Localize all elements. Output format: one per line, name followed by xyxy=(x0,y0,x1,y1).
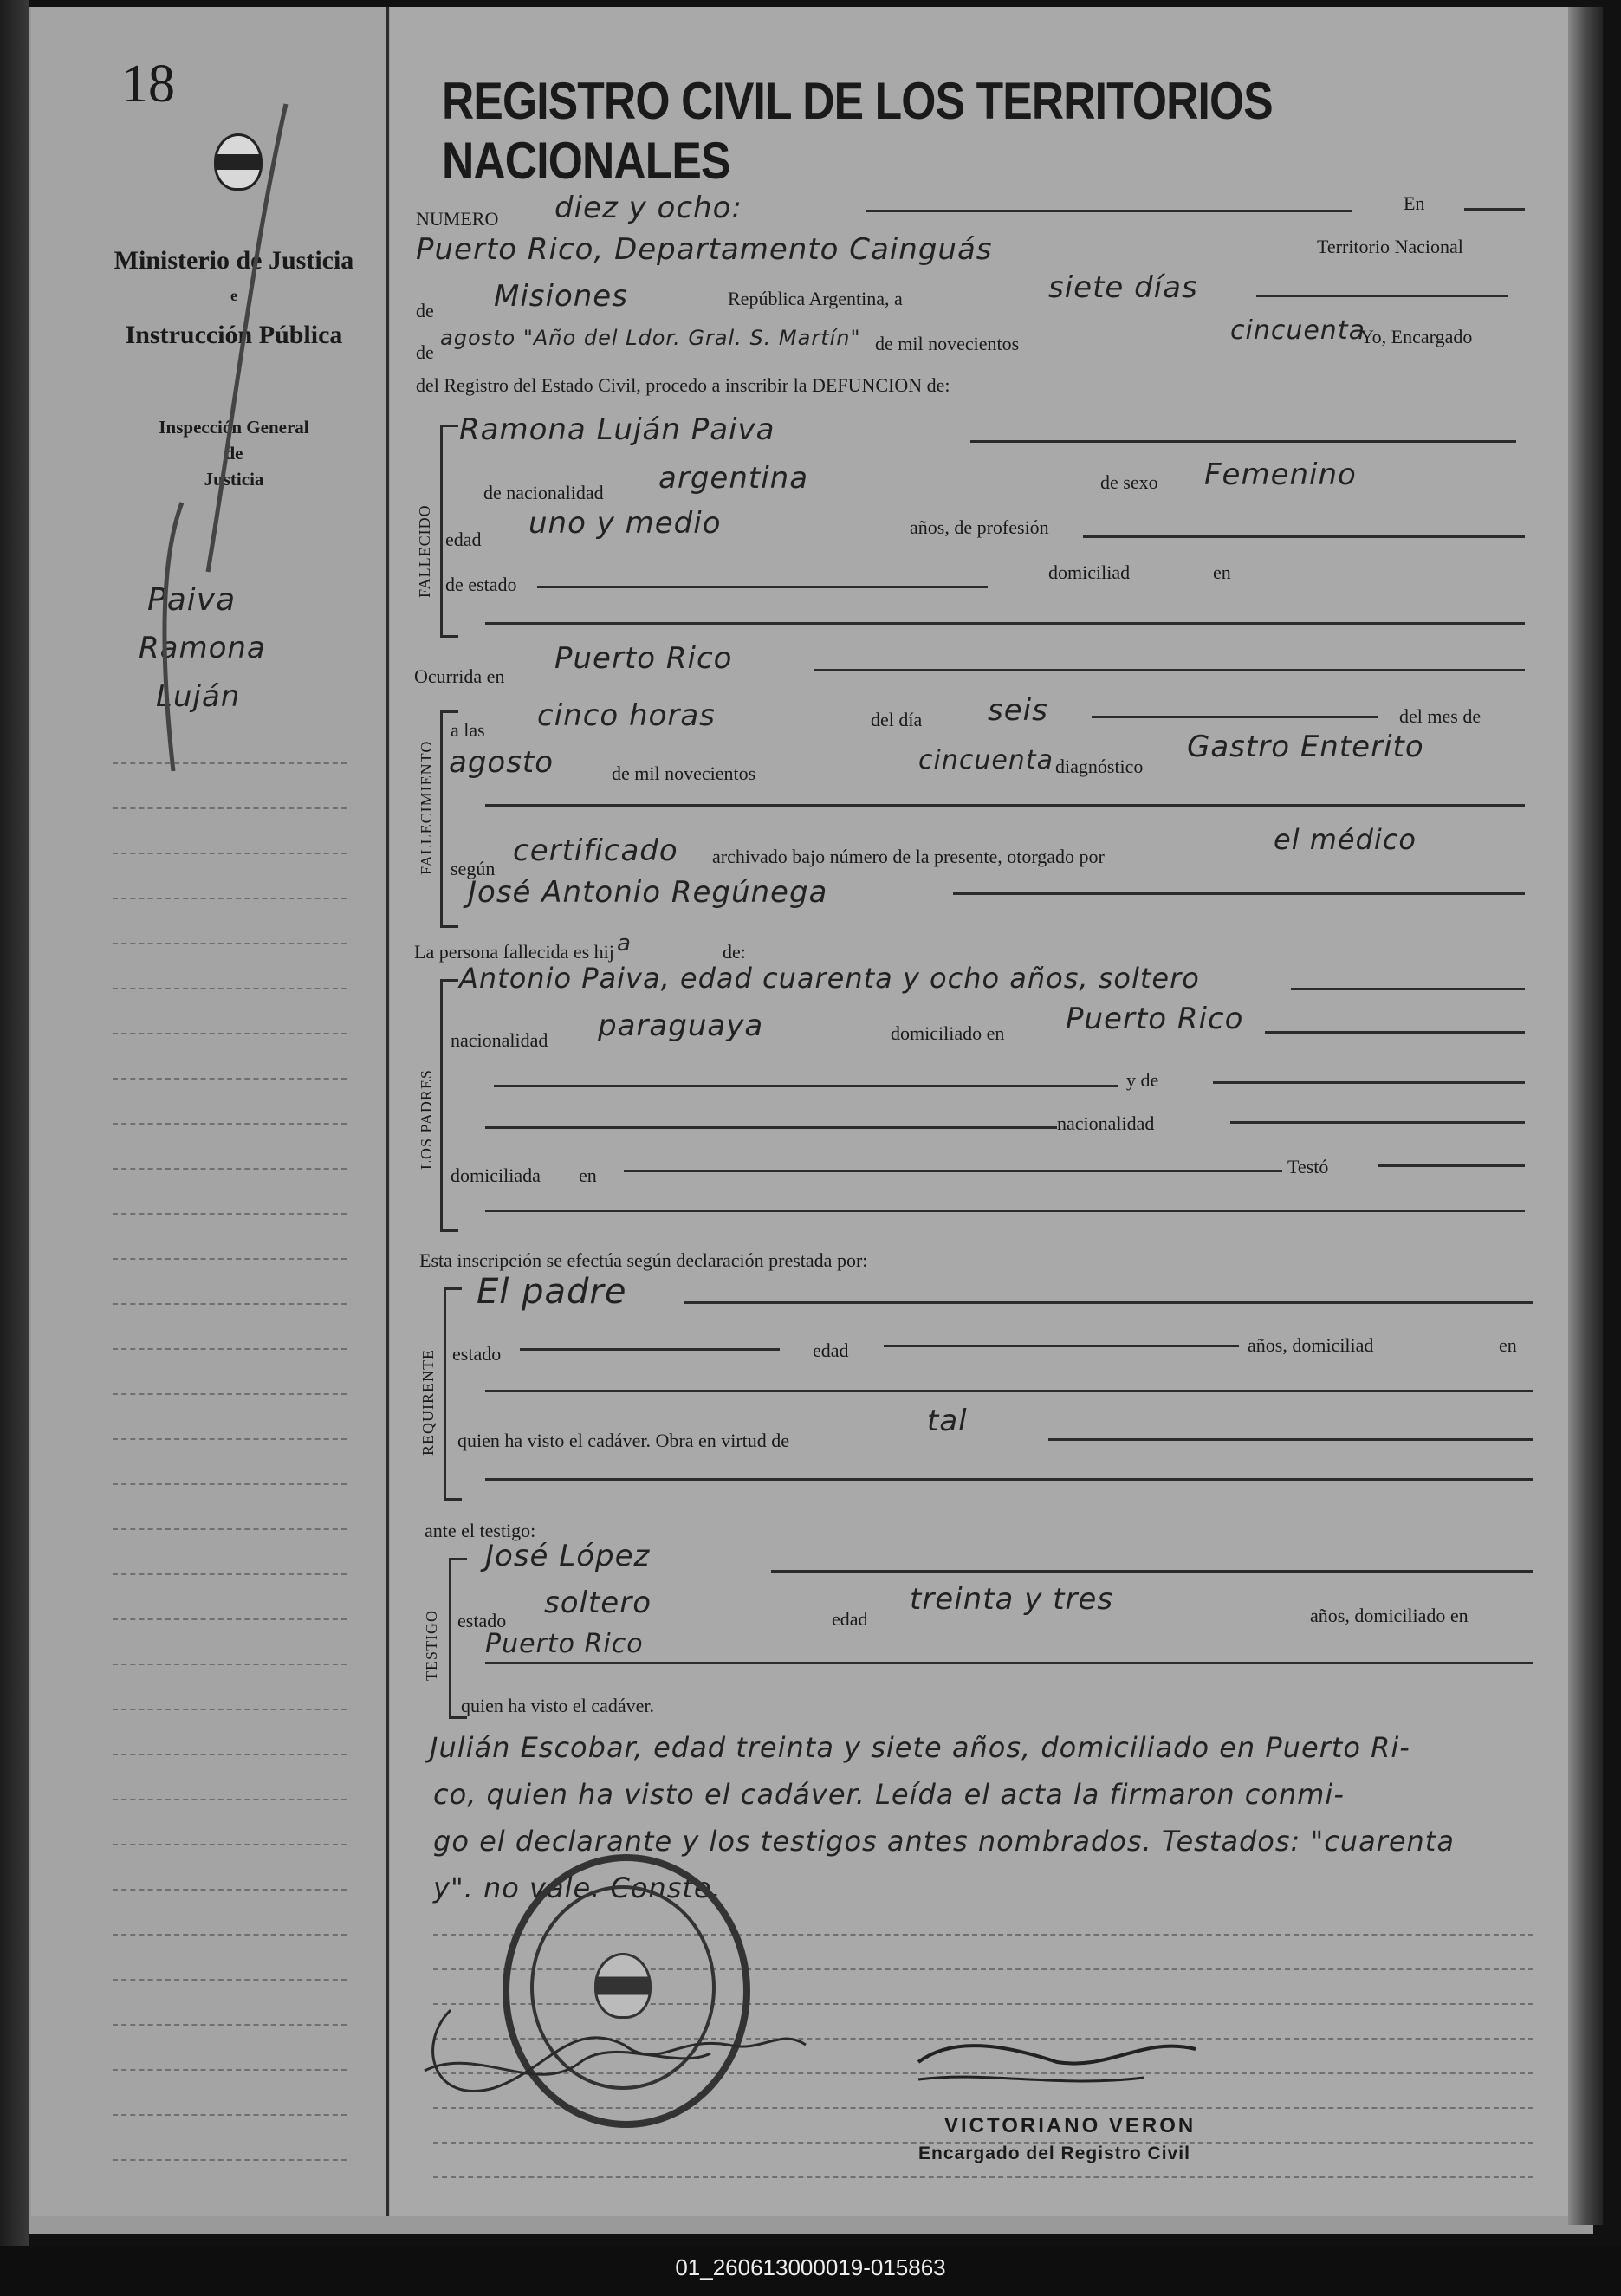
persona-suffix: a xyxy=(617,931,632,957)
testigo-age-value: treinta y tres xyxy=(910,1582,1114,1617)
line-req-estado xyxy=(520,1348,780,1351)
line-requirente xyxy=(684,1301,1533,1304)
margin-rule xyxy=(113,853,347,854)
en-label: En xyxy=(1404,192,1425,214)
header-line-1b xyxy=(1464,208,1525,211)
testigo-quien-label: quien ha visto el cadáver. xyxy=(461,1695,654,1716)
blank-rule xyxy=(433,2176,1533,2178)
day-value: siete días xyxy=(1048,270,1198,305)
nac2-label: nacionalidad xyxy=(1057,1112,1155,1134)
month-value: agosto "Año del Ldor. Gral. S. Martín" xyxy=(440,326,861,350)
line-doctor xyxy=(953,892,1525,895)
margin-rule xyxy=(113,1889,347,1891)
brace-fallecimiento xyxy=(440,710,458,928)
margin-rule xyxy=(113,943,347,944)
father-residence: Puerto Rico xyxy=(1066,1002,1244,1036)
ocurrida-value: Puerto Rico xyxy=(554,641,733,676)
age-value: uno y medio xyxy=(528,506,722,541)
margin-rule xyxy=(113,1573,347,1575)
death-day-value: seis xyxy=(988,693,1048,728)
padres-dom-label: domiciliado en xyxy=(891,1022,1005,1044)
note-line-1: Julián Escobar, edad treinta y siete años, domiciliado en Puerto Ri- xyxy=(430,1731,1410,1764)
margin-rule xyxy=(113,1483,347,1485)
domiciliada-label: domiciliada xyxy=(451,1164,541,1186)
book-binding xyxy=(0,0,29,2261)
prof-label: años, de profesión xyxy=(910,516,1049,538)
section-testigo: TESTIGO xyxy=(423,1610,440,1681)
margin-note-surname: Paiva xyxy=(147,582,237,618)
page-edge xyxy=(1568,7,1603,2225)
line-domiciliada xyxy=(624,1170,1282,1172)
year-value: cincuenta xyxy=(1230,315,1365,346)
margin-rule xyxy=(113,1393,347,1395)
margin-rule xyxy=(113,1123,347,1125)
req-anos-label: años, domiciliad xyxy=(1248,1334,1374,1356)
signatures xyxy=(399,1941,1265,2131)
section-requirente: REQUIRENTE xyxy=(419,1349,437,1456)
sexo-label: de sexo xyxy=(1100,471,1158,493)
nac-label: de nacionalidad xyxy=(483,482,604,503)
req-estado-label: estado xyxy=(452,1343,502,1365)
margin-rule xyxy=(113,1438,347,1440)
margin-rule xyxy=(113,898,347,899)
ante-label: ante el testigo: xyxy=(425,1520,536,1541)
death-year-value: cincuenta xyxy=(918,745,1054,775)
segun-label: según xyxy=(451,858,496,879)
line-ocurrida xyxy=(814,669,1525,671)
inspection-line-1: Inspección General xyxy=(159,417,309,438)
note-line-3: go el declarante y los testigos antes nombrados. Testados: "cuarenta xyxy=(433,1825,1455,1858)
margin-rule xyxy=(113,1709,347,1710)
margin-rule xyxy=(113,807,347,809)
diag-label: diagnóstico xyxy=(1055,756,1144,777)
margin-rule xyxy=(113,1844,347,1845)
ocurrida-label: Ocurrida en xyxy=(414,665,505,687)
margin-rule xyxy=(113,1078,347,1080)
registrar-name: VICTORIANO VERON xyxy=(944,2114,1196,2137)
requirente-name: El padre xyxy=(477,1272,627,1312)
req-en-label: en xyxy=(1499,1334,1517,1356)
inspection-line-2: de xyxy=(224,443,243,464)
testo-label: Testó xyxy=(1287,1156,1329,1177)
margin-flourish xyxy=(78,87,338,780)
domiciliad-label: domiciliad xyxy=(1048,561,1131,583)
persona-de-label: de: xyxy=(723,941,746,963)
margin-rule xyxy=(113,1754,347,1755)
margin-rule xyxy=(113,1348,347,1350)
mil-label-2: de mil novecientos xyxy=(612,762,756,784)
province-value: Misiones xyxy=(494,279,628,314)
margin-rule xyxy=(113,1033,347,1034)
ministry-line-3: Instrucción Pública xyxy=(125,321,343,349)
margin-rule xyxy=(113,2024,347,2026)
line-mother-2 xyxy=(1213,1081,1525,1084)
testigo-residence: Puerto Rico xyxy=(485,1629,644,1659)
req-edad-label: edad xyxy=(813,1339,849,1361)
declaracion-label: Esta inscripción se efectúa según declaración prestada por: xyxy=(419,1249,868,1271)
brace-requirente xyxy=(444,1287,462,1501)
margin-rule xyxy=(113,2114,347,2116)
padres-en-label: en xyxy=(579,1164,597,1186)
margin-rule xyxy=(113,2159,347,2161)
numero-value: diez y ocho: xyxy=(554,191,742,225)
line-residence xyxy=(1265,1031,1525,1034)
margin-rule xyxy=(113,1934,347,1936)
persona-label: La persona fallecida es hij xyxy=(414,941,614,963)
margin-rule xyxy=(113,1528,347,1530)
ministry-line-1: Ministerio de Justicia xyxy=(113,246,354,275)
en-label-2: en xyxy=(1213,561,1231,583)
quien-label: quien ha visto el cadáver. Obra en virtud de xyxy=(457,1430,790,1451)
estado-label: de estado xyxy=(445,574,517,595)
section-fallecimiento: FALLECIMIENTO xyxy=(418,740,435,875)
hour-value: cinco horas xyxy=(537,698,716,733)
line-mother xyxy=(494,1085,1118,1087)
line-padres-end xyxy=(485,1210,1525,1212)
republica-label: República Argentina, a xyxy=(728,288,903,309)
margin-rule xyxy=(113,1979,347,1981)
inspection-line-3: Justicia xyxy=(204,469,264,490)
del-dia-label: del día xyxy=(871,709,923,730)
line-prof xyxy=(1083,535,1525,538)
yo-label: Yo, Encargado xyxy=(1360,326,1473,347)
line-day xyxy=(1092,716,1378,718)
header-line-1 xyxy=(866,210,1352,212)
line-domicilio xyxy=(485,622,1525,625)
margin-rule xyxy=(113,1258,347,1260)
line-testigo xyxy=(771,1570,1533,1573)
edad-label: edad xyxy=(445,529,482,550)
line-estado xyxy=(537,586,988,588)
month-label: de xyxy=(416,341,434,363)
margin-rule xyxy=(113,1664,347,1665)
folio-number: 18 xyxy=(121,55,175,114)
mil-label: de mil novecientos xyxy=(875,333,1020,354)
registrar-role: Encargado del Registro Civil xyxy=(918,2144,1190,2163)
ministry-line-2: e xyxy=(230,287,237,304)
padres-nac-label: nacionalidad xyxy=(451,1029,548,1051)
by-value: el médico xyxy=(1274,823,1417,856)
doctor-value: José Antonio Regúnega xyxy=(468,875,828,910)
margin-note-middle: Luján xyxy=(156,679,241,714)
page-title: REGISTRO CIVIL DE LOS TERRITORIOS NACIONALES xyxy=(442,72,1273,190)
margin-rule xyxy=(113,1303,347,1305)
margin-rule xyxy=(113,988,347,989)
brace-padres xyxy=(440,979,458,1232)
y-de-label: y de xyxy=(1126,1069,1159,1091)
father-nationality: paraguaya xyxy=(598,1009,764,1043)
testigo-name: José López xyxy=(485,1539,651,1573)
margin-rule xyxy=(113,1799,347,1800)
testigo-estado-label: estado xyxy=(457,1610,507,1631)
margin-note-given: Ramona xyxy=(139,631,266,665)
diagnosis-value: Gastro Enterito xyxy=(1187,730,1424,764)
father-value: Antonio Paiva, edad cuarenta y ocho años, soltero xyxy=(459,962,1200,995)
line-mother-3 xyxy=(485,1126,1057,1129)
cert-value: certificado xyxy=(513,833,678,868)
note-line-2: co, quien ha visto el cadáver. Leída el acta la firmaron conmi- xyxy=(433,1778,1345,1811)
line-diag xyxy=(485,804,1525,807)
mes-label: del mes de xyxy=(1399,705,1482,727)
line-father xyxy=(1291,988,1525,990)
line-name xyxy=(970,440,1516,443)
line-req-dom xyxy=(485,1390,1533,1392)
death-month-value: agosto xyxy=(449,745,554,780)
nationality-value: argentina xyxy=(658,461,809,496)
note-line-4: y". no vale. Conste. xyxy=(433,1871,722,1904)
archivado-label: archivado bajo número de la presente, otorgado por xyxy=(712,846,1105,867)
image-identifier: 01_260613000019-015863 xyxy=(675,2254,946,2280)
margin-rule xyxy=(113,1618,347,1620)
section-padres: LOS PADRES xyxy=(418,1069,435,1170)
margin-rule xyxy=(113,2069,347,2071)
section-fallecido: FALLECIDO xyxy=(416,504,433,598)
de-label: de xyxy=(416,300,434,321)
header-line-2: del Registro del Estado Civil, procedo a inscribir la DEFUNCION de: xyxy=(416,374,950,396)
margin-rule xyxy=(113,1213,347,1215)
a-las-label: a las xyxy=(451,719,485,741)
line-req-edad xyxy=(884,1345,1239,1347)
testigo-estado-value: soltero xyxy=(544,1586,652,1620)
place-value: Puerto Rico, Departamento Cainguás xyxy=(416,232,993,267)
deceased-name: Ramona Luján Paiva xyxy=(459,412,775,447)
testigo-anos-label: años, domiciliado en xyxy=(1310,1605,1469,1626)
margin-rule xyxy=(113,762,347,764)
line-req-end xyxy=(485,1478,1533,1481)
testigo-edad-label: edad xyxy=(832,1608,868,1630)
numero-label: NUMERO xyxy=(416,208,499,230)
margin-rule xyxy=(113,1168,347,1170)
line-nac2 xyxy=(1230,1121,1525,1124)
line-testigo-res xyxy=(485,1662,1533,1664)
line-virtud xyxy=(1048,1438,1533,1441)
virtud-value: tal xyxy=(927,1404,968,1438)
sex-value: Femenino xyxy=(1204,457,1357,492)
territorio-label: Territorio Nacional xyxy=(1317,236,1463,257)
line-testo xyxy=(1378,1164,1525,1167)
header-line-3 xyxy=(1256,295,1508,297)
